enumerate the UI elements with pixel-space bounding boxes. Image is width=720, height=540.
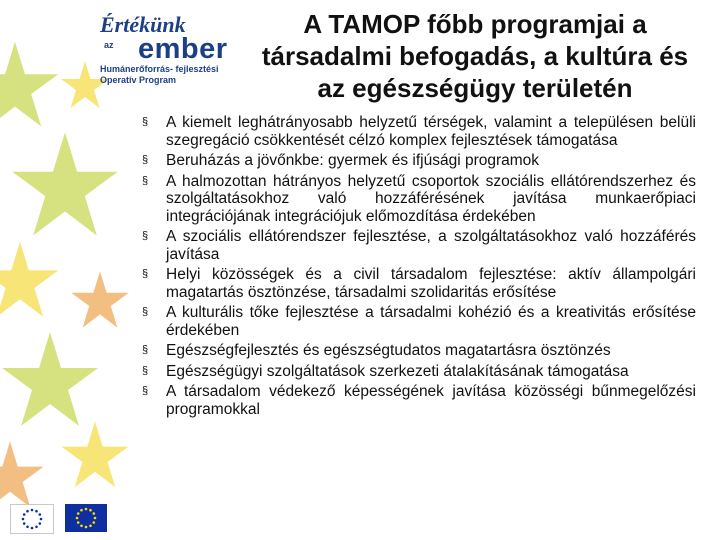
bullet-marker-icon: § [142,364,149,377]
list-item-text: A társadalom védekező képességének javítása közösségi bűnmegelőzési programokkal [166,383,696,418]
bullet-marker-icon: § [142,174,149,187]
star-shape-icon [0,240,60,320]
star-shape-icon [60,420,130,490]
list-item-text: A halmozottan hátrányos helyzetű csoportok szociális ellátórendszerhez és szolgáltatásokhoz való hozzáférésének javítása munkaerőpiaci integrációjának integrációjuk előmozdítása érdekében [166,172,696,225]
logo-line-az: az [104,40,114,50]
list-item [140,363,696,381]
list-item [140,173,696,226]
list-item-text: Egészségügyi szolgáltatások szerkezeti átalakításának támogatása [166,362,629,380]
list-item-text: Egészségfejlesztés és egészségtudatos magatartásra ösztönzés [166,342,611,359]
bullet-marker-icon: § [142,230,149,242]
logo-line-4: Operatív Program [100,75,177,85]
eu-flag-icon [10,504,54,534]
slide-title-line: társadalmi befogadás, a kultúra és [261,41,689,71]
bullet-marker-icon: § [142,154,149,166]
slide-title-line: az egészségügy területén [317,73,633,103]
eu-flag-icon [65,504,107,532]
bullet-marker-icon: § [142,344,149,356]
bullet-marker-icon: § [142,306,149,318]
list-item-text: Beruházás a jövőnkbe: gyermek és ifjúsági programok [166,152,540,169]
program-bullet-list [140,114,696,421]
list-item [140,383,696,418]
slide-title-line: A TAMOP főbb programjai a [303,9,647,39]
logo-line-2: ember [138,33,228,65]
list-item-text: A kiemelt leghátrányosabb helyzetű térségek, valamint a településen belüli szegregáció csökkentését célzó komplex fejlesztések támogatása [166,114,696,149]
list-item [140,342,696,360]
list-item [140,114,696,149]
logo-line-3: Humánerőforrás- fejlesztési [100,64,219,74]
star-shape-icon [0,440,45,510]
program-logo [100,12,250,85]
star-shape-icon [0,40,60,130]
list-item-text: A kulturális tőke fejlesztése a társadalmi kohézió és a kreativitás erősítése érdekében [166,304,696,339]
slide-title [240,8,710,104]
bullet-marker-icon: § [142,385,149,397]
list-item-text: A szociális ellátórendszer fejlesztése, a szolgáltatásokhoz való hozzáférés javítása [166,228,696,263]
list-item-text: Helyi közösségek és a civil társadalom fejlesztése: aktív állampolgári magatartás ösztönzése, társadalmi szolidaritás erősítése [166,266,696,301]
star-shape-icon [70,270,130,330]
list-item [140,228,696,263]
logo-line-1: Értékünk [100,12,186,37]
list-item [140,152,696,170]
bullet-marker-icon: § [142,268,149,280]
star-shape-icon [0,330,100,430]
star-shape-icon [10,130,120,240]
list-item [140,266,696,301]
bullet-marker-icon: § [142,116,149,128]
list-item [140,304,696,339]
